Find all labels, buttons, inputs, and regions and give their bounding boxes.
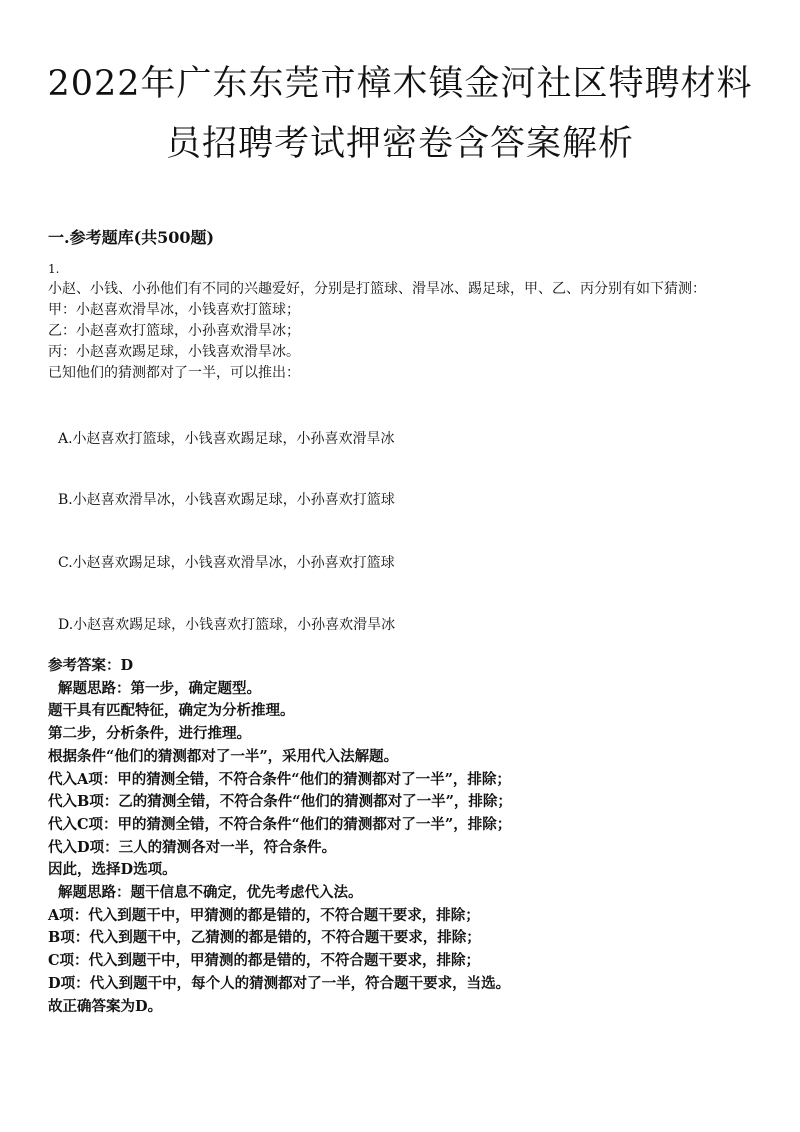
question-stem-line: 已知他们的猜测都对了一半，可以推出：	[48, 365, 300, 381]
answer-explanation	[48, 655, 768, 1018]
explanation-line: 第二步，分析条件，进行推理。	[48, 725, 251, 743]
reference-answer: 参考答案：D	[48, 657, 134, 674]
option-b: B.小赵喜欢滑旱冰，小钱喜欢踢足球，小孙喜欢打篮球	[58, 492, 395, 508]
question-stem-line: 乙：小赵喜欢打篮球，小孙喜欢滑旱冰；	[48, 323, 300, 339]
explanation-line: 根据条件“他们的猜测都对了一半”，采用代入法解题。	[48, 747, 399, 765]
explanation-line: 题干具有匹配特征，确定为分析推理。	[48, 702, 295, 720]
explanation-line: 代入D项：三人的猜测各对一半，符合条件。	[48, 838, 337, 856]
explanation-line: D项：代入到题干中，每个人的猜测都对了一半，符合题干要求，当选。	[48, 974, 511, 992]
explanation-line: C项：代入到题干中，甲猜测的都是错的，不符合题干要求，排除；	[48, 952, 481, 970]
explanation-line: 解题思路：题干信息不确定，优先考虑代入法。	[58, 884, 363, 902]
explanation-line: 代入B项：乙的猜测全错，不符合条件“他们的猜测都对了一半”，排除；	[48, 793, 512, 811]
question-stem	[48, 279, 758, 384]
question-number: 1.	[48, 262, 60, 276]
explanation-line: 故正确答案为D。	[48, 997, 163, 1015]
explanation-line: A项：代入到题干中，甲猜测的都是错的，不符合题干要求，排除；	[48, 906, 480, 924]
explanation-line: B项：代入到题干中，乙猜测的都是错的，不符合题干要求，排除；	[48, 929, 481, 947]
document-title-line-2: 员招聘考试押密卷含答案解析	[165, 124, 634, 164]
question-stem-line: 甲：小赵喜欢滑旱冰，小钱喜欢打篮球；	[48, 302, 300, 318]
question-stem-line: 丙：小赵喜欢踢足球，小钱喜欢滑旱冰。	[48, 344, 300, 360]
section-heading: 一.参考题库(共500题)	[48, 228, 215, 247]
explanation-line: 代入C项：甲的猜测全错，不符合条件“他们的猜测都对了一半”，排除；	[48, 815, 512, 833]
option-d: D.小赵喜欢踢足球，小钱喜欢打篮球，小孙喜欢滑旱冰	[58, 617, 396, 633]
explanation-line: 因此，选择D选项。	[48, 861, 177, 879]
question-stem-line: 小赵、小钱、小孙他们有不同的兴趣爱好，分别是打篮球、滑旱冰、踢足球，甲、乙、丙分别有如下猜测：	[48, 281, 706, 297]
explanation-line: 解题思路：第一步，确定题型。	[58, 679, 261, 697]
option-a: A.小赵喜欢打篮球，小钱喜欢踢足球，小孙喜欢滑旱冰	[58, 431, 395, 447]
document-title-line-1: 2022年广东东莞市樟木镇金河社区特聘材料	[47, 64, 753, 104]
option-c: C.小赵喜欢踢足球，小钱喜欢滑旱冰，小孙喜欢打篮球	[58, 555, 395, 571]
explanation-line: 代入A项：甲的猜测全错，不符合条件“他们的猜测都对了一半”，排除；	[48, 770, 511, 788]
